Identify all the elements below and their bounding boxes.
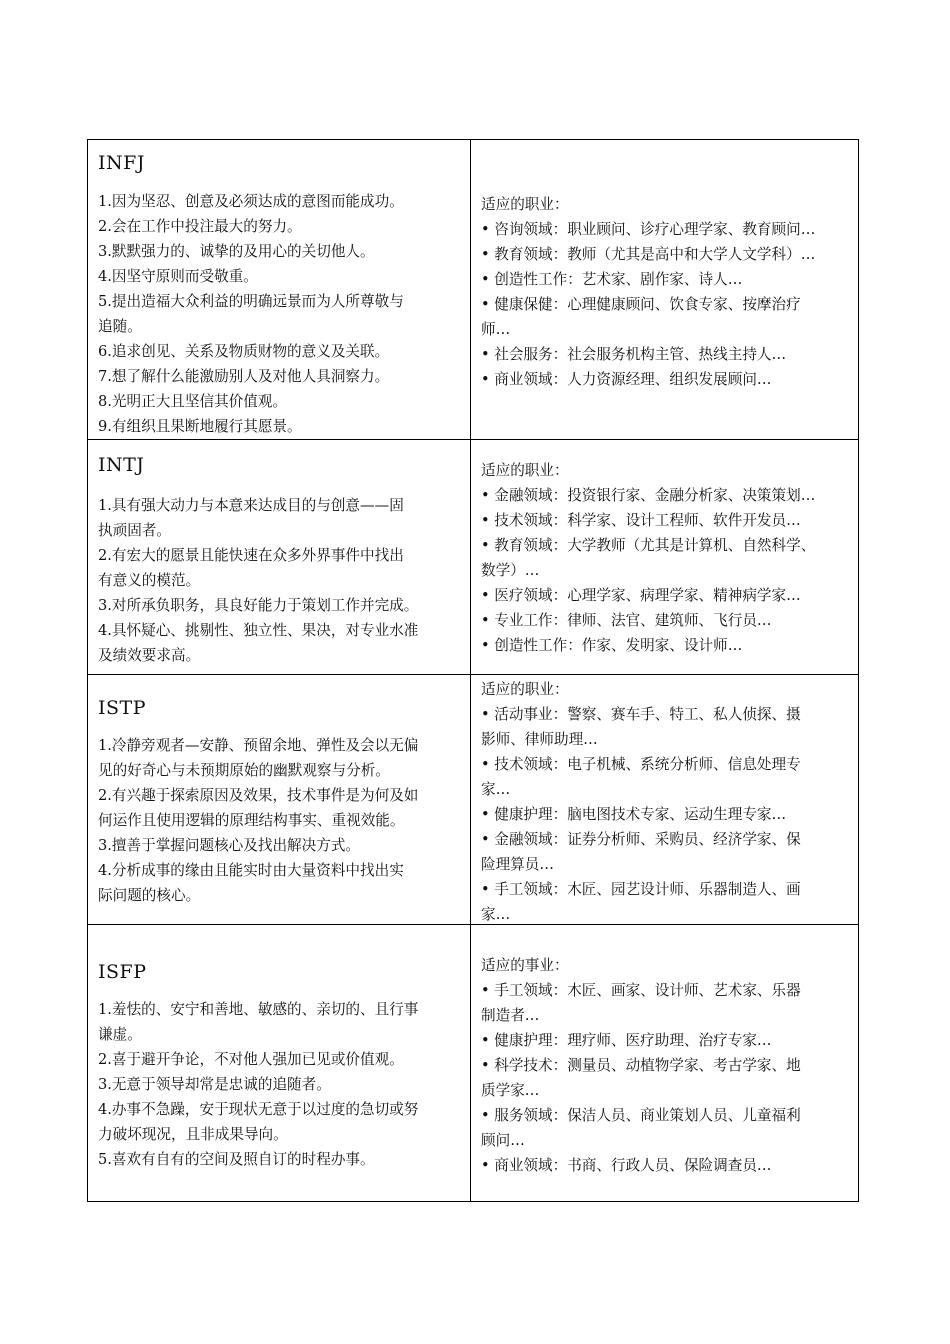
traits-list — [98, 733, 470, 908]
trait-line: 3.默默强力的、诚挚的及用心的关切他人。 — [98, 243, 375, 260]
trait-line: 9.有组织且果断地履行其愿景。 — [98, 418, 302, 435]
traits-cell — [88, 925, 471, 1202]
job-line: • 创造性工作：作家、发明家、设计师… — [481, 637, 743, 654]
trait-line: 2.有兴趣于探索原因及效果，技术事件是为何及如 — [98, 787, 419, 804]
job-line: • 手工领域：木匠、画家、设计师、艺术家、乐器 — [481, 982, 801, 999]
trait-line: 4.具怀疑心、挑剔性、独立性、果决，对专业水准 — [98, 622, 419, 639]
trait-line: 执顽固者。 — [98, 522, 171, 539]
trait-line: 4.办事不急躁，安于现状无意于以过度的急切或努 — [98, 1101, 419, 1118]
traits-list — [98, 189, 470, 439]
jobs-list — [481, 953, 858, 1178]
table-row — [88, 925, 859, 1202]
jobs-list — [481, 458, 858, 658]
jobs-cell — [471, 140, 859, 440]
trait-line: 3.对所承负职务，具良好能力于策划工作并完成。 — [98, 597, 419, 614]
job-line: 师… — [481, 321, 511, 338]
trait-line: 2.有宏大的愿景且能快速在众多外界事件中找出 — [98, 547, 404, 564]
trait-line: 4.分析成事的缘由且能实时由大量资料中找出实 — [98, 862, 404, 879]
trait-line: 1.羞怯的、安宁和善地、敏感的、亲切的、且行事 — [98, 1001, 419, 1018]
trait-line: 3.擅善于掌握问题核心及找出解决方式。 — [98, 837, 361, 854]
jobs-cell — [471, 675, 859, 925]
jobs-title: 适应的职业： — [481, 681, 569, 698]
job-line: 质学家… — [481, 1082, 540, 1099]
trait-line: 4.因坚守原则而受敬重。 — [98, 268, 258, 285]
job-line: • 活动事业：警察、赛车手、特工、私人侦探、摄 — [481, 706, 801, 723]
traits-cell — [88, 440, 471, 675]
job-line: • 手工领域：木匠、园艺设计师、乐器制造人、画 — [481, 881, 801, 898]
jobs-list — [481, 192, 858, 392]
job-line: • 商业领域：人力资源经理、组织发展顾问… — [481, 371, 772, 388]
trait-line: 1.具有强大动力与本意来达成目的与创意——固 — [98, 497, 404, 514]
job-line: • 服务领域：保洁人员、商业策划人员、儿童福利 — [481, 1107, 801, 1124]
trait-line: 8.光明正大且坚信其价值观。 — [98, 393, 288, 410]
table-row — [88, 140, 859, 440]
job-line: • 科学技术：测量员、动植物学家、考古学家、地 — [481, 1057, 801, 1074]
job-line: • 社会服务：社会服务机构主管、热线主持人… — [481, 346, 787, 363]
job-line: • 专业工作：律师、法官、建筑师、飞行员… — [481, 612, 772, 629]
traits-list — [98, 997, 470, 1172]
type-label: INFJ — [98, 152, 145, 174]
jobs-title: 适应的职业： — [481, 462, 569, 479]
trait-line: 谦虚。 — [98, 1026, 142, 1043]
trait-line: 2.会在工作中投注最大的努力。 — [98, 218, 302, 235]
trait-line: 1.冷静旁观者—安静、预留余地、弹性及会以无偏 — [98, 737, 419, 754]
type-label: ISFP — [98, 961, 147, 983]
job-line: • 技术领域：电子机械、系统分析师、信息处理专 — [481, 756, 801, 773]
trait-line: 5.喜欢有自有的空间及照自订的时程办事。 — [98, 1151, 375, 1168]
job-line: • 技术领域：科学家、设计工程师、软件开发员… — [481, 512, 801, 529]
trait-line: 6.追求创见、关系及物质财物的意义及关联。 — [98, 343, 390, 360]
trait-line: 有意义的模范。 — [98, 572, 201, 589]
table-row — [88, 675, 859, 925]
job-line: • 金融领域：投资银行家、金融分析家、决策策划… — [481, 487, 816, 504]
trait-line: 1.因为坚忍、创意及必须达成的意图而能成功。 — [98, 193, 404, 210]
traits-list — [98, 493, 470, 668]
trait-line: 见的好奇心与未预期原始的幽默观察与分析。 — [98, 762, 390, 779]
traits-cell — [88, 140, 471, 440]
trait-line: 追随。 — [98, 318, 142, 335]
trait-line: 际问题的核心。 — [98, 887, 201, 904]
job-line: • 创造性工作：艺术家、剧作家、诗人… — [481, 271, 743, 288]
job-line: 制造者… — [481, 1007, 540, 1024]
job-line: 家… — [481, 906, 511, 923]
job-line: • 商业领域：书商、行政人员、保险调查员… — [481, 1157, 772, 1174]
jobs-title: 适应的事业： — [481, 957, 569, 974]
job-line: 数学）… — [481, 562, 540, 579]
trait-line: 5.提出造福大众利益的明确远景而为人所尊敬与 — [98, 293, 404, 310]
traits-cell — [88, 675, 471, 925]
jobs-cell — [471, 925, 859, 1202]
type-label: INTJ — [98, 454, 145, 476]
jobs-list — [481, 677, 858, 924]
job-line: • 健康护理：脑电图技术专家、运动生理专家… — [481, 806, 787, 823]
job-line: 险理算员… — [481, 856, 554, 873]
table-row — [88, 440, 859, 675]
job-line: 影师、律师助理… — [481, 731, 598, 748]
jobs-title: 适应的职业： — [481, 196, 569, 213]
trait-line: 2.喜于避开争论，不对他人强加已见或价值观。 — [98, 1051, 404, 1068]
job-line: • 教育领域：教师（尤其是高中和大学人文学科）… — [481, 246, 816, 263]
trait-line: 3.无意于领导却常是忠诚的追随者。 — [98, 1076, 331, 1093]
trait-line: 及绩效要求高。 — [98, 647, 201, 664]
job-line: • 健康保健：心理健康顾问、饮食专家、按摩治疗 — [481, 296, 801, 313]
job-line: 顾问… — [481, 1132, 525, 1149]
job-line: • 教育领域：大学教师（尤其是计算机、自然科学、 — [481, 537, 816, 554]
job-line: • 金融领域：证券分析师、采购员、经济学家、保 — [481, 831, 801, 848]
job-line: • 健康护理：理疗师、医疗助理、治疗专家… — [481, 1032, 772, 1049]
job-line: • 咨询领域：职业顾问、诊疗心理学家、教育顾问… — [481, 221, 816, 238]
trait-line: 7.想了解什么能激励别人及对他人具洞察力。 — [98, 368, 390, 385]
job-line: 家… — [481, 781, 511, 798]
job-line: • 医疗领域：心理学家、病理学家、精神病学家… — [481, 587, 801, 604]
trait-line: 何运作且使用逻辑的原理结构事实、重视效能。 — [98, 812, 405, 829]
type-label: ISTP — [98, 697, 146, 719]
trait-line: 力破坏现况，且非成果导向。 — [98, 1126, 288, 1143]
jobs-cell — [471, 440, 859, 675]
mbti-career-table — [87, 139, 859, 1202]
